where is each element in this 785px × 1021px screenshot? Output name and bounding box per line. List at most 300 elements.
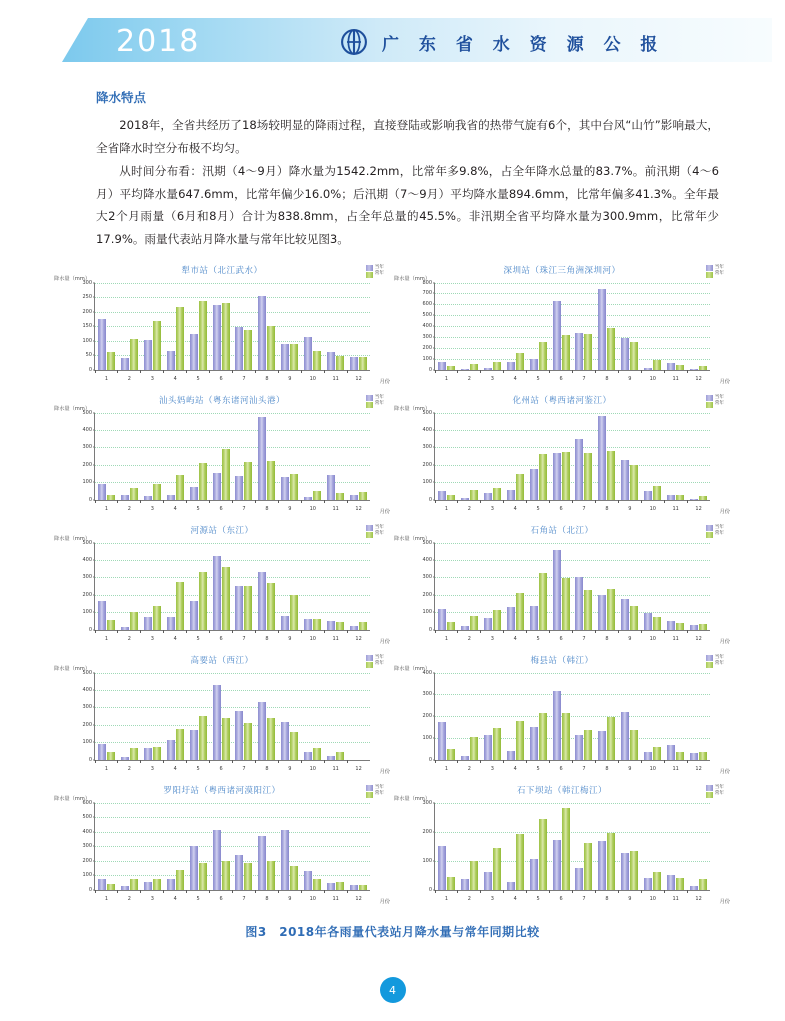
x-tick-label: 4 xyxy=(504,376,527,382)
y-tick-label: 500 xyxy=(422,540,435,546)
x-tick-mark xyxy=(503,500,504,504)
x-axis-label: 月份 xyxy=(720,378,730,385)
chart-10 xyxy=(392,783,732,913)
x-tick-label: 5 xyxy=(187,636,210,642)
month-group xyxy=(278,283,301,370)
month-group xyxy=(458,283,481,370)
x-tick-mark xyxy=(95,630,96,634)
x-tick-mark xyxy=(435,890,436,894)
x-tick-mark xyxy=(324,890,325,894)
bar-normal-year xyxy=(584,453,592,500)
plot-area xyxy=(94,413,370,501)
x-tick-mark xyxy=(687,370,688,374)
x-tick-mark xyxy=(324,630,325,634)
x-tick-mark xyxy=(255,630,256,634)
month-group xyxy=(481,543,504,630)
x-tick-label: 9 xyxy=(278,766,301,772)
month-group xyxy=(164,803,187,890)
x-tick-label: 10 xyxy=(301,896,324,902)
month-group xyxy=(187,413,210,500)
bar-current-year xyxy=(438,722,446,759)
x-tick-mark xyxy=(526,890,527,894)
bar-current-year xyxy=(350,357,358,369)
y-tick-label: 0 xyxy=(89,367,95,373)
month-group xyxy=(187,803,210,890)
month-group xyxy=(141,543,164,630)
x-tick-mark xyxy=(641,760,642,764)
bar-current-year xyxy=(213,685,221,760)
bar-normal-year xyxy=(130,748,138,759)
x-tick-label: 6 xyxy=(210,376,233,382)
bar-current-year xyxy=(507,607,515,630)
month-group xyxy=(687,543,710,630)
bar-normal-year xyxy=(539,454,547,500)
bar-normal-year xyxy=(607,328,615,369)
bar-current-year xyxy=(258,572,266,630)
bar-normal-year xyxy=(470,737,478,759)
x-tick-label: 4 xyxy=(164,896,187,902)
month-group xyxy=(458,413,481,500)
x-tick-label: 8 xyxy=(595,376,618,382)
month-group xyxy=(481,673,504,760)
x-tick-mark xyxy=(301,890,302,894)
month-group xyxy=(550,413,573,500)
legend-label-normal: 常年 xyxy=(375,791,384,798)
bar-normal-year xyxy=(653,872,661,889)
bar-current-year xyxy=(621,712,629,760)
bar-normal-year xyxy=(630,465,638,500)
bar-current-year xyxy=(167,879,175,890)
bar-current-year xyxy=(281,477,289,499)
bar-current-year xyxy=(98,744,106,760)
x-tick-mark xyxy=(618,630,619,634)
x-tick-mark xyxy=(255,890,256,894)
x-tick-label: 3 xyxy=(481,766,504,772)
month-group xyxy=(641,803,664,890)
month-group xyxy=(210,413,233,500)
legend-swatch-current-icon xyxy=(366,265,373,271)
x-tick-mark xyxy=(278,890,279,894)
bar-normal-year xyxy=(336,356,344,370)
month-group xyxy=(664,543,687,630)
bar-current-year xyxy=(667,745,675,760)
y-axis-label: 降水量（mm） xyxy=(54,795,90,802)
bar-current-year xyxy=(621,338,629,369)
x-tick-label: 9 xyxy=(618,636,641,642)
month-group xyxy=(641,283,664,370)
x-tick-label: 8 xyxy=(595,506,618,512)
x-tick-label: 8 xyxy=(595,766,618,772)
x-tick-label: 7 xyxy=(233,896,256,902)
y-axis-label: 降水量（mm） xyxy=(54,405,90,412)
bar-normal-year xyxy=(470,364,478,370)
legend-swatch-normal-icon xyxy=(366,792,373,798)
x-tick-mark xyxy=(687,630,688,634)
y-tick-label: 200 xyxy=(422,462,435,468)
x-tick-mark xyxy=(232,890,233,894)
x-tick-mark xyxy=(347,500,348,504)
legend-swatch-current-icon xyxy=(706,265,713,271)
bar-current-year xyxy=(190,487,198,500)
legend-label-normal: 常年 xyxy=(715,661,724,668)
x-tick-label: 3 xyxy=(481,896,504,902)
chart-legend xyxy=(366,395,384,409)
y-tick-label: 800 xyxy=(422,280,435,286)
chart-title: 深圳站（珠江三角洲深圳河） xyxy=(392,264,732,276)
bar-current-year xyxy=(144,496,152,499)
bar-current-year xyxy=(575,868,583,890)
bar-normal-year xyxy=(290,595,298,629)
legend-swatch-current-icon xyxy=(366,785,373,791)
month-group xyxy=(527,803,550,890)
bar-current-year xyxy=(121,886,129,889)
bar-current-year xyxy=(598,595,606,629)
month-group xyxy=(573,283,596,370)
month-group xyxy=(95,673,118,760)
bar-normal-year xyxy=(244,330,252,370)
legend-label-current: 当年 xyxy=(715,525,724,532)
bar-normal-year xyxy=(676,495,684,500)
y-tick-label: 0 xyxy=(429,367,435,373)
legend-label-normal: 常年 xyxy=(375,661,384,668)
bar-normal-year xyxy=(244,586,252,630)
x-tick-label: 4 xyxy=(164,766,187,772)
bar-normal-year xyxy=(493,848,501,889)
x-tick-label: 9 xyxy=(278,636,301,642)
x-tick-mark xyxy=(278,630,279,634)
bar-current-year xyxy=(190,846,198,889)
bar-normal-year xyxy=(222,303,230,369)
x-tick-label: 11 xyxy=(664,766,687,772)
bar-normal-year xyxy=(313,748,321,759)
x-tick-mark xyxy=(480,890,481,894)
y-tick-label: 100 xyxy=(422,356,435,362)
bar-current-year xyxy=(598,841,606,889)
month-group xyxy=(210,543,233,630)
month-group xyxy=(233,543,256,630)
y-tick-label: 200 xyxy=(82,858,95,864)
x-tick-mark xyxy=(255,500,256,504)
x-tick-mark xyxy=(480,370,481,374)
bar-current-year xyxy=(304,337,312,370)
bar-current-year xyxy=(121,358,129,369)
bar-normal-year xyxy=(584,730,592,760)
month-group xyxy=(301,413,324,500)
month-group xyxy=(687,803,710,890)
month-group xyxy=(118,413,141,500)
x-tick-label: 5 xyxy=(527,896,550,902)
y-tick-label: 300 xyxy=(422,800,435,806)
bar-current-year xyxy=(213,556,221,629)
x-tick-mark xyxy=(117,890,118,894)
bar-normal-year xyxy=(653,617,661,630)
bar-normal-year xyxy=(176,475,184,499)
bar-normal-year xyxy=(447,366,455,370)
month-group xyxy=(118,673,141,760)
bars-container xyxy=(435,543,710,630)
month-group xyxy=(641,543,664,630)
x-tick-label: 4 xyxy=(164,506,187,512)
month-group xyxy=(347,283,370,370)
bar-current-year xyxy=(507,751,515,760)
x-tick-mark xyxy=(664,890,665,894)
y-tick-label: 0 xyxy=(429,887,435,893)
bar-normal-year xyxy=(176,307,184,370)
y-tick-label: 100 xyxy=(422,858,435,864)
x-tick-mark xyxy=(457,890,458,894)
legend-label-normal: 常年 xyxy=(375,271,384,278)
bar-current-year xyxy=(667,495,675,500)
bar-current-year xyxy=(258,296,266,370)
x-axis-label: 月份 xyxy=(380,508,390,515)
bar-current-year xyxy=(327,883,335,889)
bar-current-year xyxy=(304,497,312,499)
bar-current-year xyxy=(235,327,243,370)
bar-current-year xyxy=(438,609,446,630)
x-tick-label: 1 xyxy=(95,896,118,902)
month-group xyxy=(164,673,187,760)
chart-legend xyxy=(706,395,724,409)
x-tick-label: 12 xyxy=(347,766,370,772)
x-tick-label: 8 xyxy=(255,636,278,642)
bar-current-year xyxy=(553,453,561,500)
x-tick-mark xyxy=(255,760,256,764)
bar-normal-year xyxy=(153,484,161,499)
bar-normal-year xyxy=(359,885,367,890)
x-tick-mark xyxy=(324,760,325,764)
header-year: 2018 xyxy=(116,24,200,59)
month-group xyxy=(278,673,301,760)
bar-normal-year xyxy=(653,360,661,369)
x-tick-mark xyxy=(117,500,118,504)
x-tick-mark xyxy=(503,630,504,634)
bar-current-year xyxy=(553,550,561,630)
bar-normal-year xyxy=(107,620,115,630)
x-tick-mark xyxy=(324,500,325,504)
y-tick-label: 700 xyxy=(422,290,435,296)
x-tick-label: 5 xyxy=(187,766,210,772)
chart-title: 河源站（东江） xyxy=(52,524,392,536)
legend-swatch-current-icon xyxy=(706,655,713,661)
month-group xyxy=(573,413,596,500)
month-group xyxy=(255,543,278,630)
x-axis-label: 月份 xyxy=(720,898,730,905)
y-tick-label: 0 xyxy=(429,497,435,503)
legend-item-normal xyxy=(366,401,384,408)
x-tick-label: 2 xyxy=(458,636,481,642)
bar-normal-year xyxy=(153,747,161,760)
x-tick-mark xyxy=(255,370,256,374)
y-tick-label: 200 xyxy=(422,592,435,598)
month-group xyxy=(141,803,164,890)
x-tick-label: 10 xyxy=(301,506,324,512)
x-tick-mark xyxy=(209,760,210,764)
x-tick-mark xyxy=(347,630,348,634)
legend-label-normal: 常年 xyxy=(375,401,384,408)
bar-current-year xyxy=(235,711,243,760)
header-title: 广 东 省 水 资 源 公 报 xyxy=(382,30,664,55)
bar-normal-year xyxy=(199,716,207,760)
month-group xyxy=(618,413,641,500)
legend-item-normal xyxy=(366,791,384,798)
y-tick-label: 300 xyxy=(422,444,435,450)
bar-current-year xyxy=(258,836,266,890)
x-tick-mark xyxy=(435,630,436,634)
x-tick-label: 3 xyxy=(481,636,504,642)
bar-normal-year xyxy=(313,619,321,629)
month-group xyxy=(301,283,324,370)
x-tick-mark xyxy=(595,500,596,504)
bar-normal-year xyxy=(584,334,592,370)
bar-normal-year xyxy=(493,610,501,629)
month-group xyxy=(550,673,573,760)
bar-current-year xyxy=(461,369,469,370)
x-tick-label: 3 xyxy=(481,506,504,512)
y-tick-label: 100 xyxy=(82,739,95,745)
month-group xyxy=(324,543,347,630)
x-tick-mark xyxy=(163,370,164,374)
month-group xyxy=(187,673,210,760)
month-group xyxy=(458,673,481,760)
x-tick-label: 11 xyxy=(324,506,347,512)
x-tick-label: 5 xyxy=(187,896,210,902)
x-tick-mark xyxy=(435,500,436,504)
x-tick-mark xyxy=(163,630,164,634)
month-group xyxy=(504,543,527,630)
bar-current-year xyxy=(144,617,152,629)
x-tick-label: 12 xyxy=(347,636,370,642)
x-tick-mark xyxy=(480,630,481,634)
chart-grid xyxy=(0,263,785,913)
month-group xyxy=(664,413,687,500)
y-tick-label: 0 xyxy=(89,497,95,503)
bar-normal-year xyxy=(336,493,344,499)
chart-5 xyxy=(52,523,392,653)
month-group xyxy=(233,413,256,500)
bar-normal-year xyxy=(290,344,298,370)
legend-item-normal xyxy=(706,661,724,668)
legend-swatch-normal-icon xyxy=(366,272,373,278)
y-tick-label: 50 xyxy=(86,352,95,358)
y-tick-label: 0 xyxy=(429,757,435,763)
month-group xyxy=(278,803,301,890)
x-tick-mark xyxy=(503,890,504,894)
y-tick-label: 100 xyxy=(82,338,95,344)
x-tick-mark xyxy=(209,630,210,634)
y-tick-label: 400 xyxy=(82,427,95,433)
x-tick-label: 6 xyxy=(210,506,233,512)
x-tick-mark xyxy=(526,630,527,634)
month-group xyxy=(573,673,596,760)
x-tick-label: 3 xyxy=(481,376,504,382)
legend-label-normal: 常年 xyxy=(715,531,724,538)
x-tick-mark xyxy=(232,630,233,634)
chart-legend xyxy=(706,655,724,669)
bar-normal-year xyxy=(676,752,684,760)
y-tick-label: 600 xyxy=(422,301,435,307)
x-tick-mark xyxy=(595,760,596,764)
x-tick-mark xyxy=(664,370,665,374)
bar-normal-year xyxy=(630,730,638,760)
page-number: 4 xyxy=(380,977,406,1003)
bar-normal-year xyxy=(539,713,547,759)
x-tick-label: 9 xyxy=(278,896,301,902)
x-tick-label: 7 xyxy=(233,766,256,772)
month-group xyxy=(233,283,256,370)
y-tick-label: 400 xyxy=(422,323,435,329)
x-tick-label: 7 xyxy=(573,506,596,512)
month-group xyxy=(504,673,527,760)
x-tick-label: 1 xyxy=(435,896,458,902)
x-tick-label: 9 xyxy=(618,506,641,512)
bar-current-year xyxy=(667,363,675,369)
bar-normal-year xyxy=(199,572,207,629)
bar-current-year xyxy=(690,625,698,630)
x-tick-mark xyxy=(186,370,187,374)
bar-current-year xyxy=(484,618,492,629)
bar-normal-year xyxy=(584,843,592,889)
x-tick-mark xyxy=(95,500,96,504)
month-group xyxy=(435,413,458,500)
chart-title: 石角站（北江） xyxy=(392,524,732,536)
legend-label-normal: 常年 xyxy=(375,531,384,538)
y-tick-label: 500 xyxy=(422,312,435,318)
bar-current-year xyxy=(690,499,698,500)
x-tick-mark xyxy=(301,370,302,374)
bar-normal-year xyxy=(359,492,367,500)
y-axis-label: 降水量（mm） xyxy=(394,535,430,542)
bar-current-year xyxy=(530,359,538,369)
x-tick-label: 7 xyxy=(233,376,256,382)
bar-normal-year xyxy=(516,593,524,629)
y-tick-label: 200 xyxy=(422,713,435,719)
legend-swatch-current-icon xyxy=(706,525,713,531)
bar-normal-year xyxy=(607,717,615,760)
bar-current-year xyxy=(98,319,106,369)
month-group xyxy=(164,413,187,500)
month-group xyxy=(573,803,596,890)
month-group xyxy=(595,803,618,890)
bar-normal-year xyxy=(313,351,321,370)
bar-normal-year xyxy=(290,732,298,759)
bar-current-year xyxy=(484,735,492,760)
y-tick-label: 0 xyxy=(89,887,95,893)
x-tick-mark xyxy=(572,370,573,374)
month-group xyxy=(573,543,596,630)
month-group xyxy=(664,283,687,370)
x-tick-mark xyxy=(140,630,141,634)
bar-current-year xyxy=(121,757,129,760)
bar-current-year xyxy=(553,691,561,760)
bar-current-year xyxy=(213,305,221,369)
bar-normal-year xyxy=(153,606,161,630)
x-tick-mark xyxy=(209,890,210,894)
bar-normal-year xyxy=(359,622,367,630)
bar-normal-year xyxy=(244,863,252,889)
bar-normal-year xyxy=(222,861,230,890)
x-tick-label: 10 xyxy=(641,766,664,772)
bar-normal-year xyxy=(699,366,707,370)
bar-current-year xyxy=(667,621,675,630)
bar-normal-year xyxy=(447,622,455,630)
x-axis-label: 月份 xyxy=(720,638,730,645)
month-group xyxy=(324,803,347,890)
x-tick-mark xyxy=(687,890,688,894)
bar-normal-year xyxy=(267,718,275,759)
bar-normal-year xyxy=(562,578,570,629)
paragraph-1: 2018年，全省共经历了18场较明显的降雨过程，直接登陆或影响我省的热带气旋有6个，其中台风“山竹”影响最大，全省降水时空分布极不均匀。 xyxy=(96,114,719,159)
bar-normal-year xyxy=(153,879,161,890)
